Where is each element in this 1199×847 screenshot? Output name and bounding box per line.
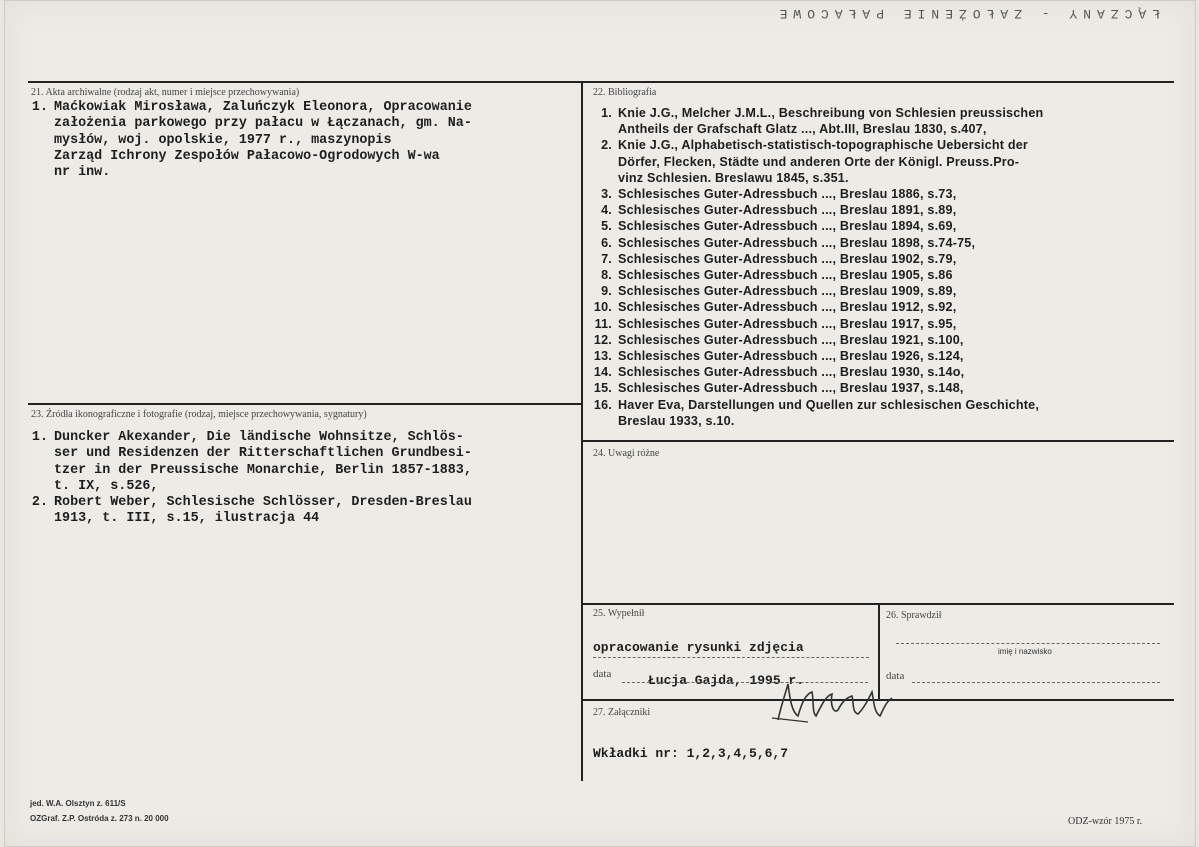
item-text: Schlesisches Guter-Adressbuch ..., Breslau 1902, s.79, [618, 251, 957, 266]
list-item-line [580, 137, 1043, 153]
list-item-line [580, 283, 1043, 299]
item-number: 1. [31, 100, 48, 115]
footer-form-id: ODZ-wzór 1975 r. [1068, 816, 1143, 827]
list-item-line [16, 149, 472, 165]
item-number: 14. [593, 365, 612, 380]
item-text: Schlesisches Guter-Adressbuch ..., Breslau 1926, s.124, [618, 349, 964, 364]
list-item-line [580, 397, 1043, 413]
item-text: Schlesisches Guter-Adressbuch ..., Breslau 1912, s.92, [618, 300, 957, 315]
list-item-line [580, 299, 1043, 315]
item-text: ser und Residenzen der Ritterschaftlichen Grundbesi- [54, 446, 472, 462]
list-item-line [580, 332, 1043, 348]
item-text: 1913, t. III, s.15, ilustracja 44 [54, 511, 320, 527]
list-item-line [580, 202, 1043, 218]
signature-handwritten [768, 672, 908, 732]
header-strip: ŁĄCZANY - ZAŁOŻENIE PAŁACOWE [773, 6, 1160, 21]
section-21-list [16, 100, 472, 181]
list-item-line [16, 430, 472, 446]
rule-24 [582, 440, 1174, 442]
list-item-line [580, 186, 1043, 202]
section-22-list [580, 105, 1043, 429]
item-text: Schlesisches Guter-Adressbuch ..., Breslau 1891, s.89, [618, 203, 957, 218]
item-text: Haver Eva, Darstellungen und Quellen zur schlesischen Geschichte, [618, 397, 1040, 412]
item-text: Dörfer, Flecken, Städte und anderen Orte der Königl. Preuss.Pro- [618, 154, 1020, 169]
item-number: 13. [593, 349, 612, 364]
item-text: tzer in der Preussische Monarchie, Berlin 1857-1883, [54, 462, 472, 478]
footer-print-line-2: OZGraf. Z.P. Ostróda z. 273 n. 20 000 [30, 814, 169, 823]
item-number: 7. [601, 251, 612, 266]
item-number: 9. [601, 284, 612, 299]
item-text: Duncker Akexander, Die ländische Wohnsitze, Schlös- [54, 430, 464, 445]
item-text: Breslau 1933, s.10. [618, 413, 735, 428]
item-text: Schlesisches Guter-Adressbuch ..., Breslau 1898, s.74-75, [618, 235, 976, 250]
list-item-line [580, 364, 1043, 380]
item-text: Robert Weber, Schlesische Schlösser, Dresden-Breslau [54, 495, 472, 511]
section-22-label: 22. Bibliografia [593, 87, 657, 98]
section-23-list [16, 430, 472, 528]
list-item-line [580, 154, 1043, 170]
item-number: 4. [601, 203, 612, 218]
item-text: Schlesisches Guter-Adressbuch ..., Breslau 1894, s.69, [618, 219, 957, 234]
checked-date-line [912, 682, 1160, 683]
checked-by-line [896, 643, 1160, 644]
item-number: 5. [601, 219, 612, 234]
section-21-label: 21. Akta archiwalne (rodzaj akt, numer i miejsce przechowywania) [31, 87, 300, 98]
list-item-line [580, 251, 1043, 267]
list-item-line [16, 495, 472, 511]
list-item-line [580, 235, 1043, 251]
list-item-line [16, 165, 472, 181]
attachments-text: Wkładki nr: 1,2,3,4,5,6,7 [593, 746, 789, 761]
list-item-line [16, 446, 472, 462]
list-item-line [580, 105, 1043, 121]
item-text: t. IX, s.526, [54, 478, 159, 494]
item-number: 3. [601, 187, 612, 202]
item-text: Schlesisches Guter-Adressbuch ..., Breslau 1909, s.89, [618, 284, 957, 299]
item-text: Schlesisches Guter-Adressbuch ..., Breslau 1905, s.86 [618, 268, 953, 283]
list-item-line [16, 511, 472, 527]
list-item-line [16, 463, 472, 479]
checked-date-label: data [886, 670, 905, 682]
item-text: nr inw. [54, 165, 111, 181]
item-number: 10. [593, 300, 612, 315]
item-text: Schlesisches Guter-Adressbuch ..., Breslau 1921, s.100, [618, 332, 964, 347]
section-26-label: 26. Sprawdził [886, 610, 942, 621]
item-text: Zarząd Ichrony Zespołów Pałacowo-Ogrodowych W-wa [54, 148, 440, 164]
footer-print-line-1: jed. W.A. Olsztyn z. 611/S [30, 799, 126, 808]
list-item-line [580, 121, 1043, 137]
list-item-line [16, 116, 472, 132]
item-number: 2. [601, 138, 612, 153]
prepared-by-dash-1 [593, 657, 869, 658]
list-item-line [16, 479, 472, 495]
item-number: 12. [593, 332, 612, 347]
list-item-line [580, 413, 1043, 429]
prepared-by-name: Łucja Gajda, 1995 r. [648, 673, 805, 688]
item-number: 1. [31, 430, 48, 445]
item-text: Schlesisches Guter-Adressbuch ..., Breslau 1886, s.73, [618, 187, 957, 202]
prepared-by-work: opracowanie rysunki zdjęcia [593, 640, 804, 655]
item-number: 11. [594, 316, 612, 331]
item-number: 8. [601, 268, 612, 283]
item-number: 16. [593, 397, 612, 412]
top-rule [28, 81, 1174, 83]
item-number: 6. [601, 235, 612, 250]
item-text: założenia parkowego przy pałacu w Łączanach, gm. Na- [54, 116, 472, 132]
section-27-label: 27. Załączniki [593, 707, 651, 718]
list-item-line [580, 348, 1043, 364]
item-number: 1. [601, 106, 612, 120]
list-item-line [16, 133, 472, 149]
item-text: Schlesisches Guter-Adressbuch ..., Breslau 1917, s.95, [618, 316, 957, 331]
list-item-line [580, 316, 1043, 332]
section-23-label: 23. Źródła ikonograficzne i fotografie (rodzaj, miejsce przechowywania, sygnatury) [31, 409, 367, 420]
list-item-line [580, 218, 1043, 234]
item-text: vinz Schlesien. Breslawu 1845, s.351. [618, 170, 849, 185]
rule-23 [28, 403, 582, 405]
list-item-line [580, 380, 1043, 396]
item-text: Antheils der Grafschaft Glatz ..., Abt.III, Breslau 1830, s.407, [618, 122, 987, 137]
list-item-line [580, 170, 1043, 186]
section-24-label: 24. Uwagi różne [593, 448, 660, 459]
checked-name-caption: imię i nazwisko [998, 647, 1052, 656]
section-25-label: 25. Wypełnił [593, 608, 645, 619]
item-text: Knie J.G., Alphabetisch-statistisch-topographische Uebersicht der [618, 138, 1029, 153]
item-text: mysłów, woj. opolskie, 1977 r., maszynopis [54, 132, 392, 148]
item-text: Schlesisches Guter-Adressbuch ..., Breslau 1930, s.14o, [618, 365, 965, 380]
prepared-date-label: data [593, 668, 612, 680]
list-item-line [16, 100, 472, 116]
item-text: Knie J.G., Melcher J.M.L., Beschreibung von Schlesien preussischen [618, 106, 1044, 120]
item-text: Schlesisches Guter-Adressbuch ..., Breslau 1937, s.148, [618, 381, 964, 396]
item-number: 15. [593, 381, 612, 396]
item-number: 2. [31, 495, 48, 511]
list-item-line [580, 267, 1043, 283]
item-text: Maćkowiak Mirosława, Zaluńczyk Eleonora, Opracowanie [54, 100, 472, 115]
